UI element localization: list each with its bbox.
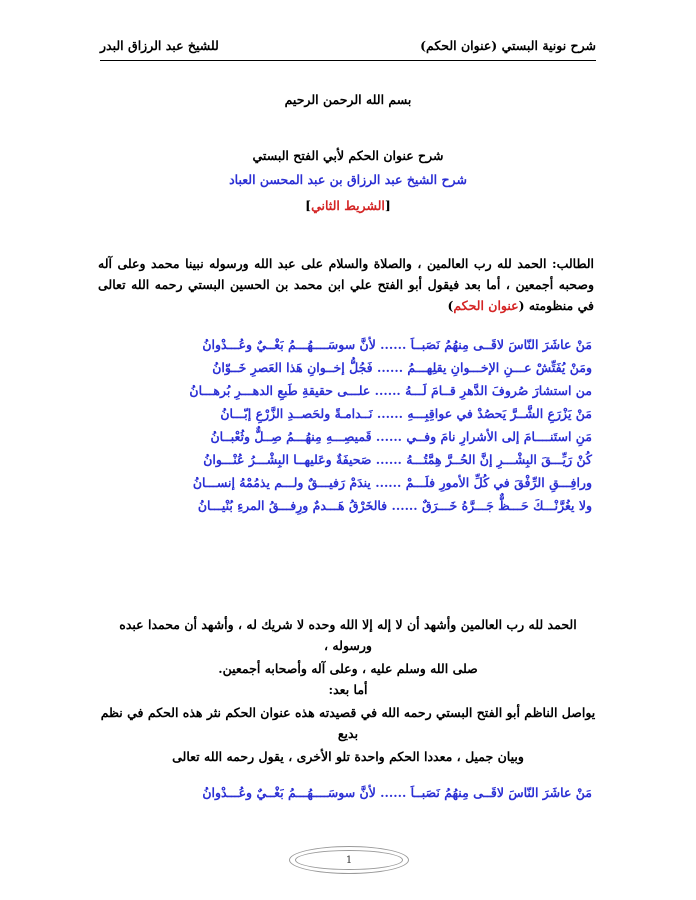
body-line: يواصل الناظم أبو الفتح البستي رحمه الله في قصيدته هذه عنوان الحكم نثر هذه الحكم في نظم بديع — [100, 705, 596, 741]
verses-block — [100, 333, 592, 517]
body-line: الحمد لله رب العالمين وأشهد أن لا إله إلا الله وحده لا شريك له ، وأشهد أن محمدا عبده ورسوله ، — [119, 617, 577, 653]
body-line: صلى الله وسلم عليه ، وعلى آله وأصحابه أجمعين. — [218, 661, 478, 676]
intro-text: الطالب: الحمد لله رب العالمين ، والصلاة والسلام على عبد الله ورسوله نبينا محمد وعلى آله وصحبه أجمعين ، أما بعد فيقول أبو الفتح علي ابن محمد بن الحسين البستي رحمه الله تعالى في منظومته ( — [98, 256, 594, 313]
tape-label — [100, 198, 596, 213]
body-line: أما بعد: — [328, 682, 368, 697]
verse-line: مَنْ يَزْرَعِ الشَّــرَّ يَحصُدْ في عواقِبِـــهِ ...... نَــدامـةً ولحَصــدِ الزَّرْعِ إبّـــانُ — [220, 406, 592, 421]
page-number-badge — [289, 846, 409, 874]
verse-line: ومَنْ يُفَتِّشْ عـــنِ الإخـــوانِ يقلِهـــمُ ...... فَجُلُّ إخــوانِ هَذا العَصرِ خَــوّانُ — [212, 360, 592, 375]
intro-highlight: عنوان الحكم — [453, 298, 519, 313]
verse-line: من استشارَ صُروفَ الدَّهرِ قــامَ لَـــهُ ...... علـــى حقيقةِ طَبعِ الدهـــرِ بُرهـــانُ — [189, 383, 592, 398]
body-line: وبيان جميل ، معددا الحكم واحدة تلو الأخرى ، يقول رحمه الله تعالى — [172, 749, 524, 764]
verse-line: مَنْ عاشَرَ النّاسَ لاقَــى مِنهُمُ نَصَبــاَ ...... لأنَّ سوسَــــهُـــمُ بَغْــيٌ وعُـــدْوانُ — [202, 785, 592, 800]
intro-close: ) — [447, 298, 454, 313]
verse-line: ورافِـــقِ الرِّفْقَ في كُلِّ الأمورِ فلَـــمْ ...... يندَمْ رَفيـــقٌ ولـــم يذمُمْهُ إنســـانُ — [192, 475, 592, 490]
header-author: للشيخ عبد الرزاق البدر — [100, 38, 219, 53]
body-paragraph — [100, 614, 596, 767]
verse-line: مَنِ استَنــــامَ إلى الأشرارِ نامَ وفــي ...... قَميصِـــهِ مِنهُـــمُ صِــلٌّ وثُعْبــانُ — [210, 429, 592, 444]
document-title: شرح عنوان الحكم لأبي الفتح البستي — [252, 148, 444, 163]
verse-line: مَنْ عاشَرَ النّاسَ لاقَــى مِنهُمُ نَصَبــاَ ...... لأنَّ سوسَــــهُـــمُ بَغْــيٌ وعُـــدْوانُ — [202, 337, 592, 352]
verse-line: ولا يغُرَّنْـــكَ حَـــظٌّ جَـــرَّهُ خَـــرَقٌ ...... فالخَرْقُ هَـــدمٌ ورِفـــقُ المرءِ بُنْيـــانُ — [197, 498, 592, 513]
tape-number: الشريط الثاني — [311, 198, 385, 213]
page-number: 1 — [295, 850, 403, 870]
header-book-title: شرح نونية البستي (عنوان الحكم) — [420, 38, 596, 53]
intro-paragraph — [98, 253, 594, 316]
tape-bracket-open: [ — [384, 198, 391, 213]
tape-bracket-close: ] — [305, 198, 312, 213]
page-header — [100, 38, 596, 61]
verse-line: كُنْ رَيِّـــقَ البِشْـــرِ إنَّ الحُــرَّ هِمَّتُـــهُ ...... صَحيفَةٌ وعَليهــا البِشْـــرُ عُنْـــوانُ — [203, 452, 592, 467]
document-subtitle: شرح الشيخ عبد الرزاق بن عبد المحسن العباد — [229, 172, 467, 187]
basmala: بسم الله الرحمن الرحيم — [284, 92, 412, 107]
